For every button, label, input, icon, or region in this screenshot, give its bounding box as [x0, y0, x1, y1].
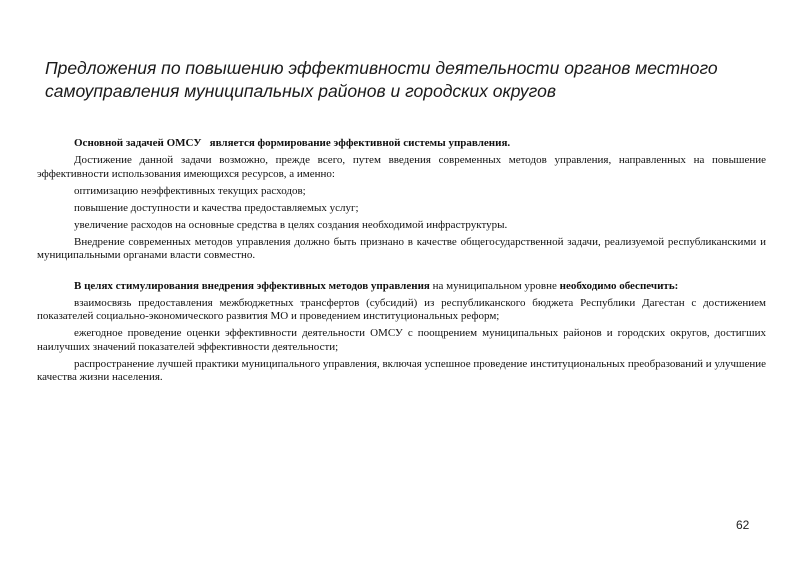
- paragraph-achievement: Достижение данной задачи возможно, прежде всего, путем введения современных методов управления, направленных на повышение эффективности использования имеющихся ресурсов, а именно:: [37, 153, 766, 180]
- slide-body: [37, 137, 766, 385]
- list-item-transfers: взаимосвязь предоставления межбюджетных трансфертов (субсидий) из республиканского бюджета Республики Дагестан с достижением показателей социально-экономического развития МО и проведением институциональных реформ;: [37, 296, 766, 323]
- slide-title: Предложения по повышению эффективности деятельности органов местного самоуправления муниципальных районов и городских округов: [45, 58, 718, 101]
- paragraph-main-task-rest: является формирование эффективной системы управления.: [209, 137, 511, 149]
- paragraph-stimulation-middle: на муниципальном уровне: [432, 279, 557, 292]
- paragraph-stimulation: [37, 280, 766, 294]
- paragraph-stimulation-end: необходимо обеспечить:: [559, 279, 679, 292]
- list-item-assessment: ежегодное проведение оценки эффективности деятельности ОМСУ с поощрением муниципальных районов и городских округов, достигших наилучших значений показателей эффективности деятельности;: [37, 327, 766, 353]
- paragraph-main-task: [37, 137, 766, 151]
- list-item-accessibility: повышение доступности и качества предоставляемых услуг;: [74, 201, 359, 214]
- list-item-optimization: оптимизацию неэффективных текущих расходов;: [74, 184, 306, 197]
- paragraph-main-task-lead: Основной задачей ОМСУ: [74, 137, 202, 149]
- page-number: 62: [736, 518, 750, 532]
- paragraph-implementation: Внедрение современных методов управления должно быть признано в качестве общегосударственной задачи, реализуемой республиканскими и муниципальными органами власти совместно.: [37, 235, 766, 262]
- list-item-best-practice: распространение лучшей практики муниципального управления, включая успешное проведение институциональных преобразований и улучшение качества жизни населения.: [37, 357, 766, 384]
- paragraph-stimulation-lead: В целях стимулирования внедрения эффективных методов управления: [74, 279, 430, 292]
- list-item-infrastructure: увеличение расходов на основные средства в целях создания необходимой инфраструктуры.: [74, 218, 508, 231]
